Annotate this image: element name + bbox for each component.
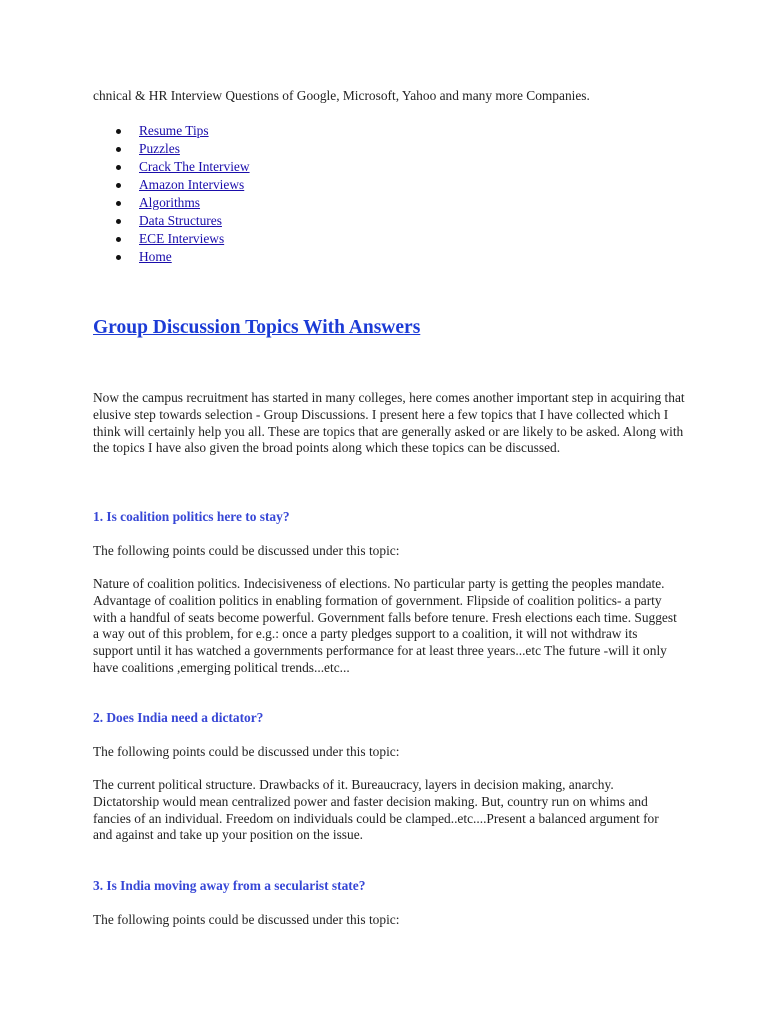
nav-list-item <box>93 230 250 248</box>
bullet-icon <box>116 201 121 206</box>
nav-list-item <box>93 122 250 140</box>
intro-paragraph: Now the campus recruitment has started in many colleges, here comes another important step in acquiring that elusive step towards selection - Group Discussions. I present here a few topics that I have collected which I think will certainly help you all. These are topics that are generally asked or are likely to be asked. Along with the topics I have also given the broad points along which these topics can be discussed. <box>93 390 685 456</box>
nav-link-crack-the-interview[interactable]: Crack The Interview <box>139 159 250 174</box>
nav-link-puzzles[interactable]: Puzzles <box>139 141 180 156</box>
nav-list-item <box>93 212 250 230</box>
nav-link-algorithms[interactable]: Algorithms <box>139 195 201 210</box>
nav-list-item <box>93 158 250 176</box>
bullet-icon <box>116 237 121 242</box>
bullet-icon <box>116 165 121 170</box>
page-title <box>93 316 420 340</box>
nav-link-amazon-interviews[interactable]: Amazon Interviews <box>139 177 245 192</box>
topic-2-lead: The following points could be discussed under this topic: <box>93 744 400 759</box>
bullet-icon <box>116 129 121 134</box>
intro-text: chnical & HR Interview Questions of Google, Microsoft, Yahoo and many more Companies. <box>93 88 590 103</box>
nav-link-ece-interviews[interactable]: ECE Interviews <box>139 231 225 246</box>
page-title-link[interactable]: Group Discussion Topics With Answers <box>93 317 421 338</box>
bullet-icon <box>116 147 121 152</box>
nav-link-home[interactable]: Home <box>139 249 172 264</box>
bullet-icon <box>116 183 121 188</box>
nav-list-item <box>93 194 250 212</box>
nav-link-data-structures[interactable]: Data Structures <box>139 213 222 228</box>
nav-list-item <box>93 176 250 194</box>
nav-link-resume-tips[interactable]: Resume Tips <box>139 123 209 138</box>
nav-link-list <box>93 122 250 266</box>
topic-1-question: 1. Is coalition politics here to stay? <box>93 509 290 524</box>
bullet-icon <box>116 255 121 260</box>
topic-2-question: 2. Does India need a dictator? <box>93 710 264 725</box>
topic-3-lead: The following points could be discussed under this topic: <box>93 912 400 927</box>
topic-2-body: The current political structure. Drawbacks of it. Bureaucracy, layers in decision making, anarchy. Dictatorship would mean centralized power and faster decision making. But, country run on whims and fancies of an individual. Freedom on individuals could be clamped..etc....Present a balanced argument for and against and take up your position on the issue. <box>93 777 659 843</box>
nav-list-item <box>93 248 250 266</box>
topic-1-lead: The following points could be discussed under this topic: <box>93 543 400 558</box>
nav-list-item <box>93 140 250 158</box>
topic-1-body: Nature of coalition politics. Indecisiveness of elections. No particular party is getting the peoples mandate. Advantage of coalition politics in enabling formation of government. Flipside of coalition politics- a party with a handful of seats become powerful. Government falls before tenure. Fresh elections each time. Suggest a way out of this problem, for e.g.: once a party pledges support to a coalition, it will not withdraw its support until it has watched a governments performance for at least three years...etc The future -will it only have coalitions ,emerging political trends...etc... <box>93 576 677 675</box>
bullet-icon <box>116 219 121 224</box>
topic-3-question: 3. Is India moving away from a secularist state? <box>93 878 366 893</box>
